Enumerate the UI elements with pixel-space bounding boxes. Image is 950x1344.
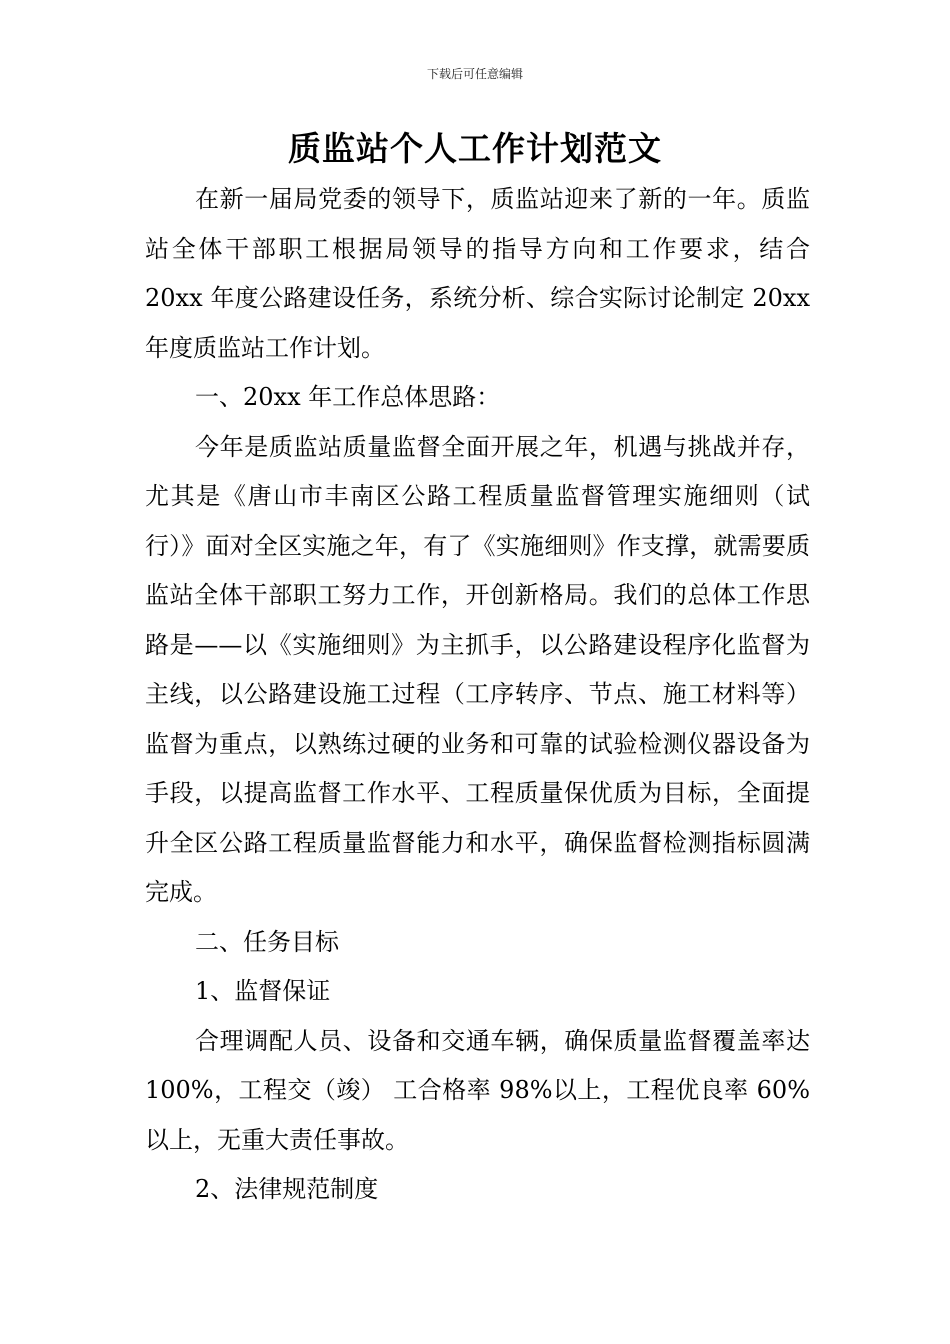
- header-note: 下载后可任意编辑: [426, 67, 523, 81]
- document-title: 质监站个人工作计划范文: [288, 129, 662, 168]
- section-heading-task-goals: 二、任务目标: [195, 927, 339, 956]
- document-body: [145, 175, 810, 1215]
- intro-paragraph: 在新一届局党委的领导下，质监站迎来了新的一年。质监站全体干部职工根据局领导的指导方向和工作要求，结合 20xx 年度公路建设任务，系统分析、综合实际讨论制定 20xx 年度质监站工作计划。: [145, 185, 810, 362]
- section-heading-overall-approach: 一、20xx 年工作总体思路：: [195, 383, 501, 411]
- supervision-guarantee-paragraph: 合理调配人员、设备和交通车辆，确保质量监督覆盖率达 100%，工程交（竣） 工合格率 98%以上，工程优良率 60%以上，无重大责任事故。: [145, 1026, 810, 1154]
- subheading-supervision-guarantee: 1、监督保证: [195, 977, 331, 1005]
- overall-approach-paragraph: 今年是质监站质量监督全面开展之年，机遇与挑战并存，尤其是《唐山市丰南区公路工程质量监督管理实施细则（试行）》面对全区实施之年，有了《实施细则》作支撑，就需要质监站全体干部职工努力工作，开创新格局。我们的总体工作思路是——以《实施细则》为主抓手，以公路建设程序化监督为主线，以公路建设施工过程（工序转序、节点、施工材料等）监督为重点，以熟练过硬的业务和可靠的试验检测仪器设备为手段，以提高监督工作水平、工程质量保优质为目标，全面提升全区公路工程质量监督能力和水平，确保监督检测指标圆满完成。: [145, 432, 810, 906]
- subheading-legal-norms: 2、法律规范制度: [195, 1175, 379, 1203]
